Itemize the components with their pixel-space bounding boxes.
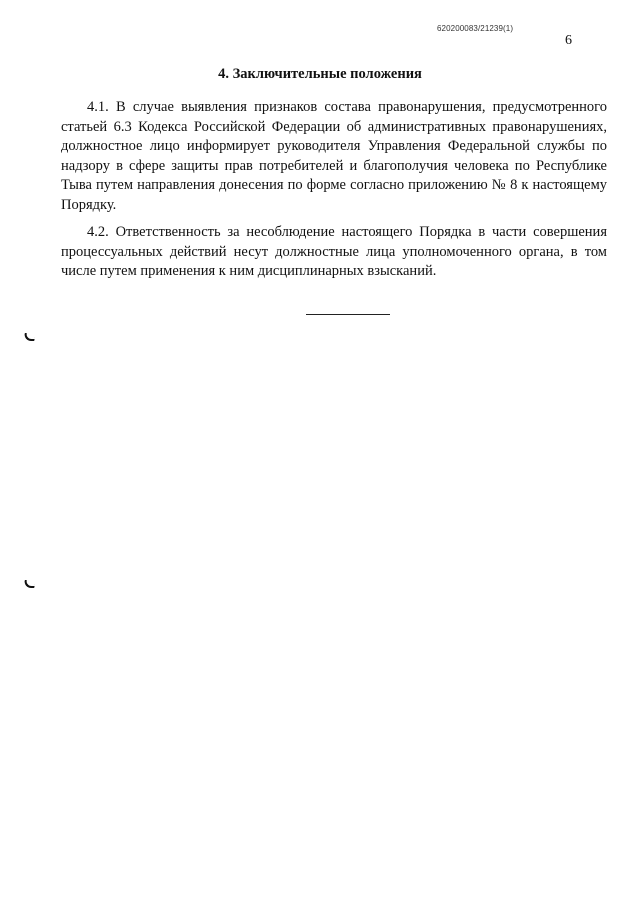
binding-hole-mark-icon [23,333,35,341]
end-of-text-rule [306,314,390,315]
section-heading: 4. Заключительные положения [218,66,422,82]
paragraph-4-2: 4.2. Ответственность за несоблюдение настоящего Порядка в части совершения процессуальных действий несут должностные лица уполномоченного органа, в том числе путем применения к ним дисциплинарных взысканий. [61,224,607,279]
paragraph-4-1: 4.1. В случае выявления признаков состава правонарушения, предусмотренного статьей 6.3 Кодекса Российской Федерации об административных правонарушениях, должностное лицо информирует руководителя Управления Федеральной службы по надзору в сфере защиты прав потребителей и благополучия человека по Республике Тыва путем направления донесения по форме согласно приложению № 8 к настоящему Порядку. [61,99,607,213]
page-number: 6 [565,33,572,48]
binding-hole-mark-icon [23,580,35,588]
document-id-code: 620200083/21239(1) [437,24,514,33]
